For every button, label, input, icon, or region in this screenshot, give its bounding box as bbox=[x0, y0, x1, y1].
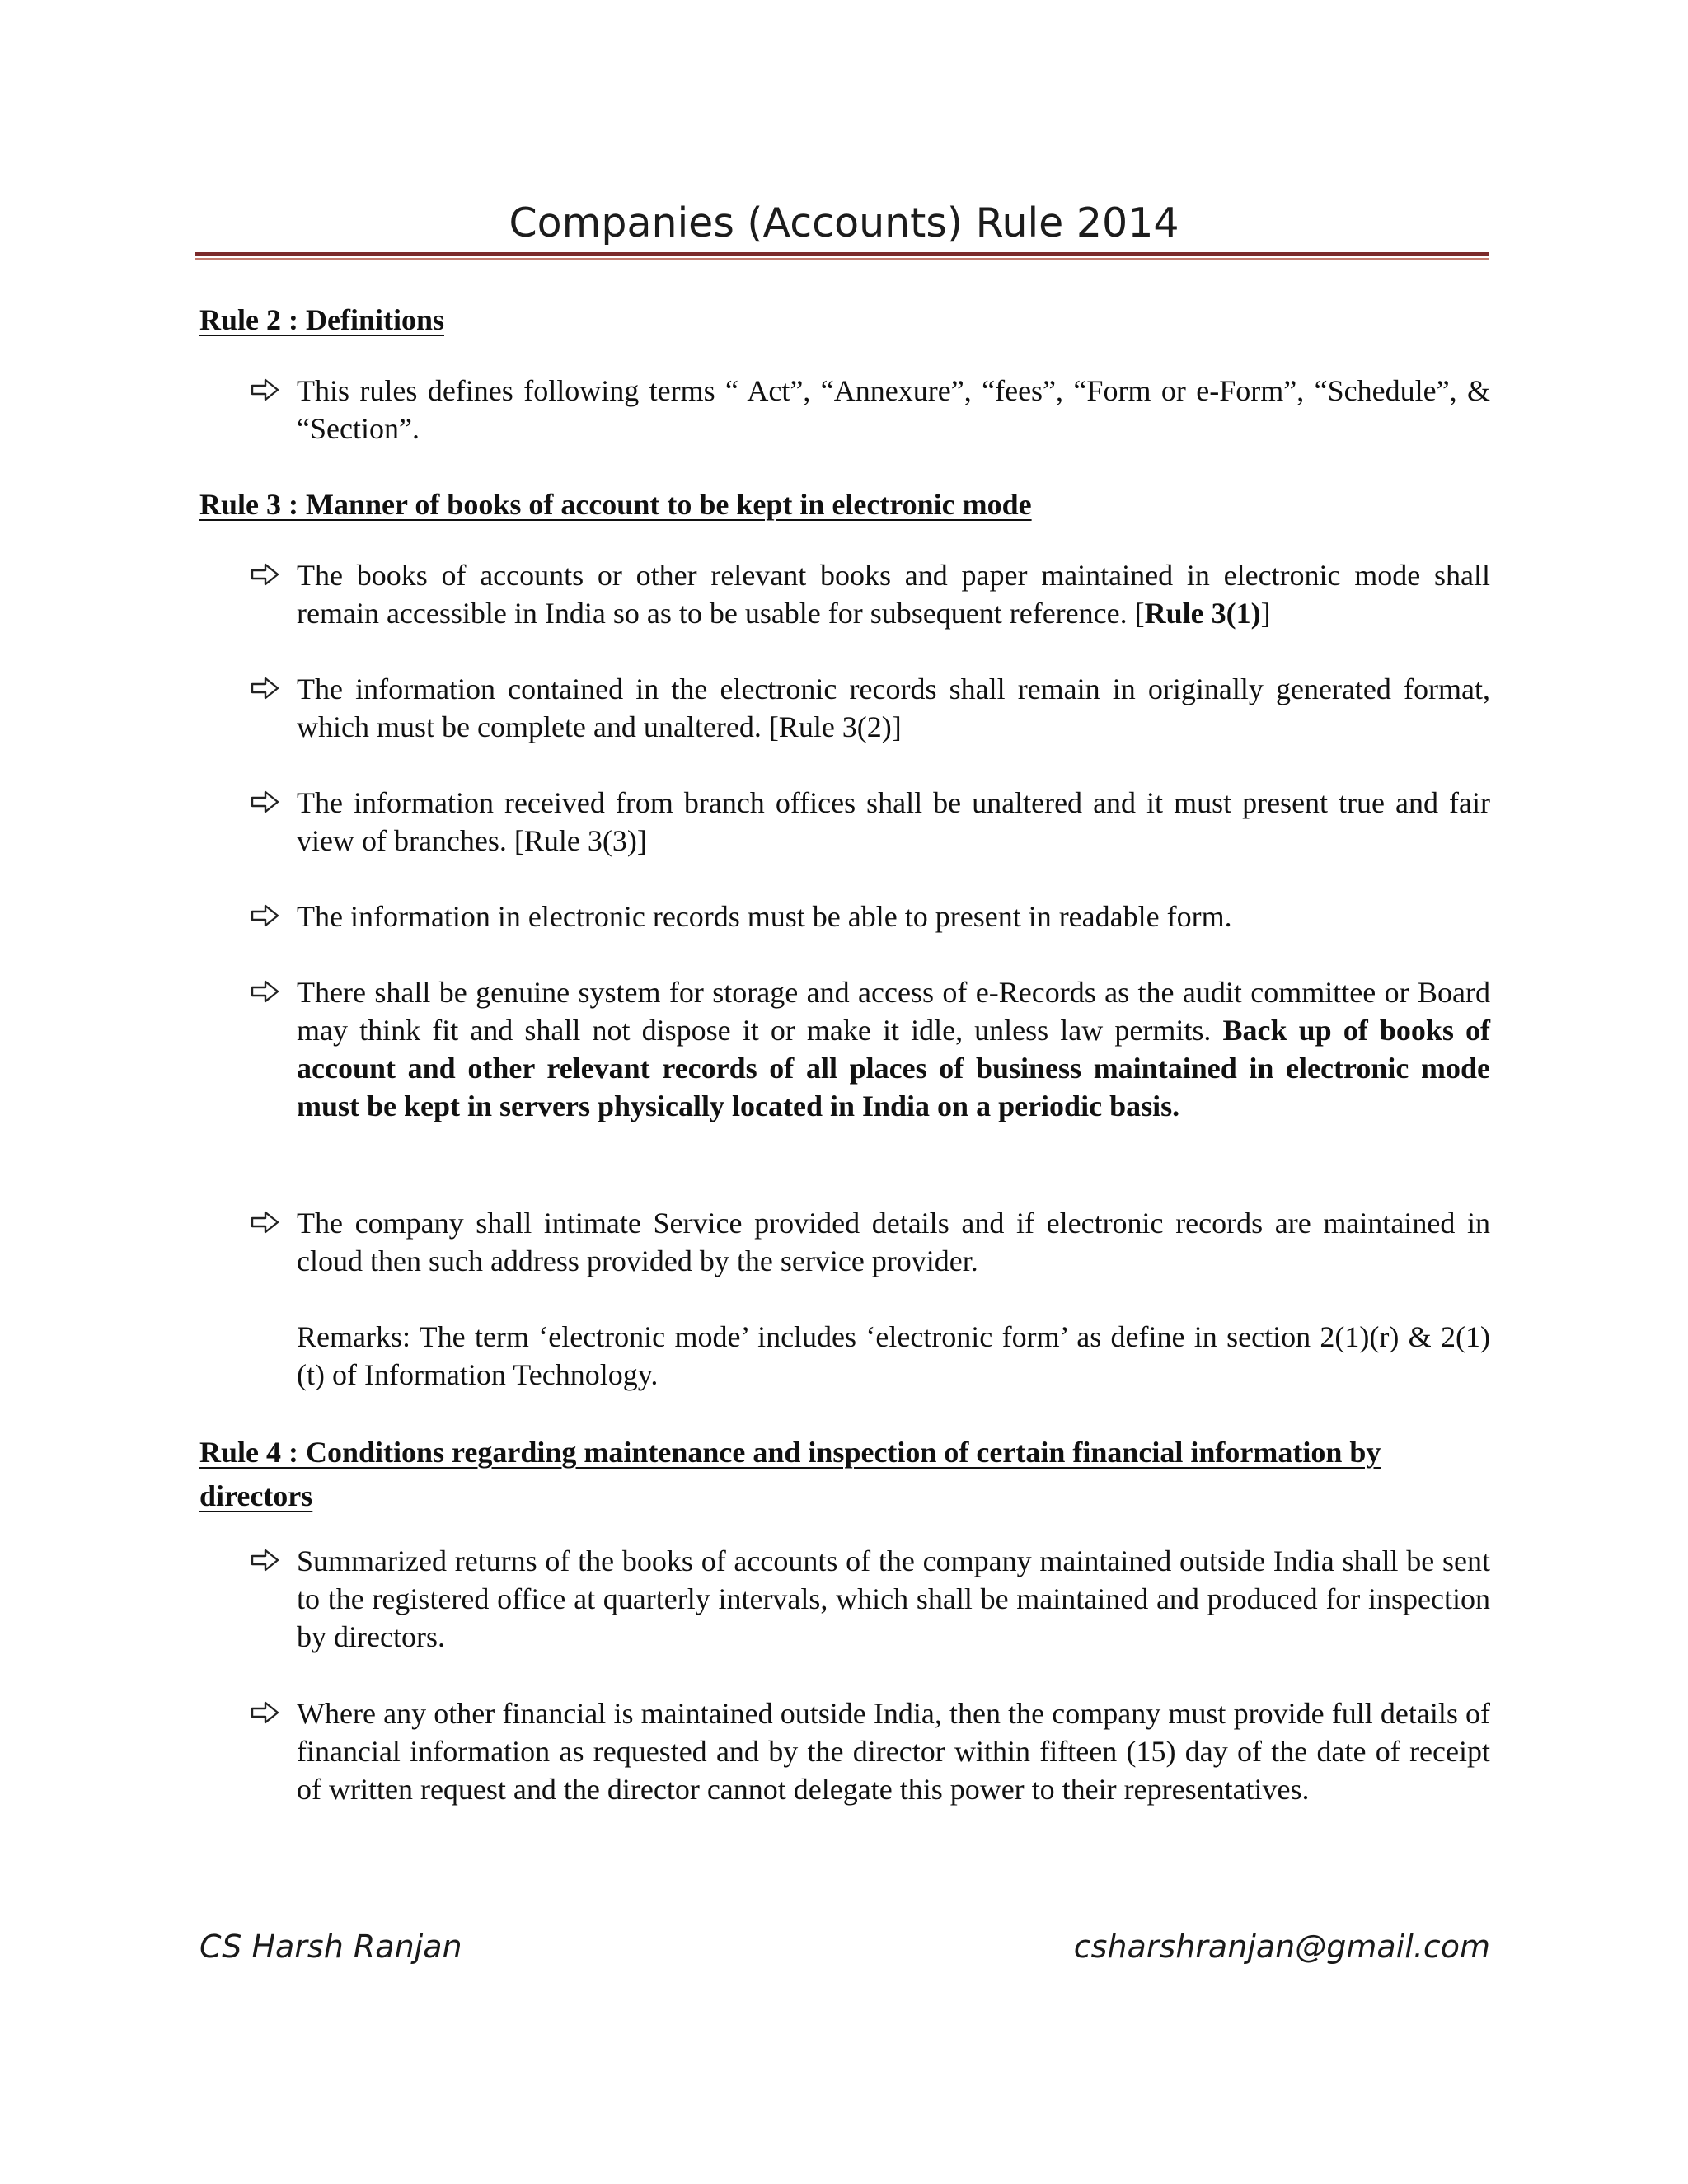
list-item bbox=[297, 973, 1490, 1125]
rule-3-heading: Rule 3 : Manner of books of account to be kept in electronic mode bbox=[199, 488, 1032, 521]
list-item bbox=[297, 1542, 1490, 1656]
arrow-bullet-icon bbox=[249, 785, 282, 818]
arrow-bullet-icon bbox=[249, 672, 282, 705]
footer-author: CS Harsh Ranjan bbox=[199, 1929, 462, 1965]
arrow-bullet-icon bbox=[249, 1696, 282, 1729]
bullet-text: The books of accounts or other relevant books and paper maintained in electronic mode shall remain accessible in India so as to be usable for subsequent reference. [ bbox=[297, 559, 1490, 630]
arrow-bullet-icon bbox=[249, 1206, 282, 1239]
bullet-text: The information in electronic records must be able to present in readable form. bbox=[297, 900, 1232, 933]
list-item bbox=[297, 670, 1490, 746]
rule-reference: Rule 3(1) bbox=[1144, 597, 1261, 630]
page-title: Companies (Accounts) Rule 2014 bbox=[509, 199, 1179, 246]
list-item bbox=[297, 784, 1490, 860]
title-divider bbox=[195, 252, 1489, 264]
bullet-text: This rules defines following terms “ Act”, “Annexure”, “fees”, “Form or e-Form”, “Schedule”, & “Section”. bbox=[297, 374, 1490, 445]
arrow-bullet-icon bbox=[249, 975, 282, 1008]
bullet-bold-text: Back up of books of account and other relevant records of all places of business maintained in electronic mode must be kept in servers physically located in India on a periodic basis. bbox=[297, 1014, 1490, 1122]
list-item bbox=[297, 898, 1490, 935]
rule-4-heading: Rule 4 : Conditions regarding maintenance and inspection of certain financial information by directors bbox=[199, 1436, 1381, 1512]
arrow-bullet-icon bbox=[249, 1544, 282, 1577]
footer-email: csharshranjan@gmail.com bbox=[1073, 1929, 1490, 1965]
list-item bbox=[297, 1204, 1490, 1280]
list-item bbox=[297, 1694, 1490, 1808]
list-item bbox=[297, 556, 1490, 632]
arrow-bullet-icon bbox=[249, 558, 282, 591]
rule-2-heading: Rule 2 : Definitions bbox=[199, 303, 444, 336]
list-item bbox=[297, 372, 1490, 448]
arrow-bullet-icon bbox=[249, 899, 282, 932]
arrow-bullet-icon bbox=[249, 373, 282, 406]
bullet-text: There shall be genuine system for storage and access of e-Records as the audit committee or Board may think fit and shall not dispose it or make it idle, unless law permits. bbox=[297, 976, 1490, 1047]
bullet-text-end: ] bbox=[1260, 597, 1271, 630]
bullet-text: Summarized returns of the books of accounts of the company maintained outside India shall be sent to the registered office at quarterly intervals, which shall be maintained and produced for inspection by directors. bbox=[297, 1544, 1490, 1653]
bullet-text: The company shall intimate Service provided details and if electronic records are maintained in cloud then such address provided by the service provider. bbox=[297, 1207, 1490, 1277]
bullet-text: The information contained in the electronic records shall remain in originally generated format, which must be complete and unaltered. [Rule 3(2)] bbox=[297, 673, 1490, 743]
bullet-text: The information received from branch offices shall be unaltered and it must present true and fair view of branches. [Rule 3(3)] bbox=[297, 786, 1490, 857]
bullet-text: Where any other financial is maintained outside India, then the company must provide full details of financial information as requested and by the director within fifteen (15) day of the date of receipt of written request and the director cannot delegate this power to their representatives. bbox=[297, 1697, 1490, 1806]
remarks-paragraph: Remarks: The term ‘electronic mode’ includes ‘electronic form’ as define in section 2(1)(r) & 2(1)(t) of Information Technology. bbox=[297, 1320, 1490, 1391]
